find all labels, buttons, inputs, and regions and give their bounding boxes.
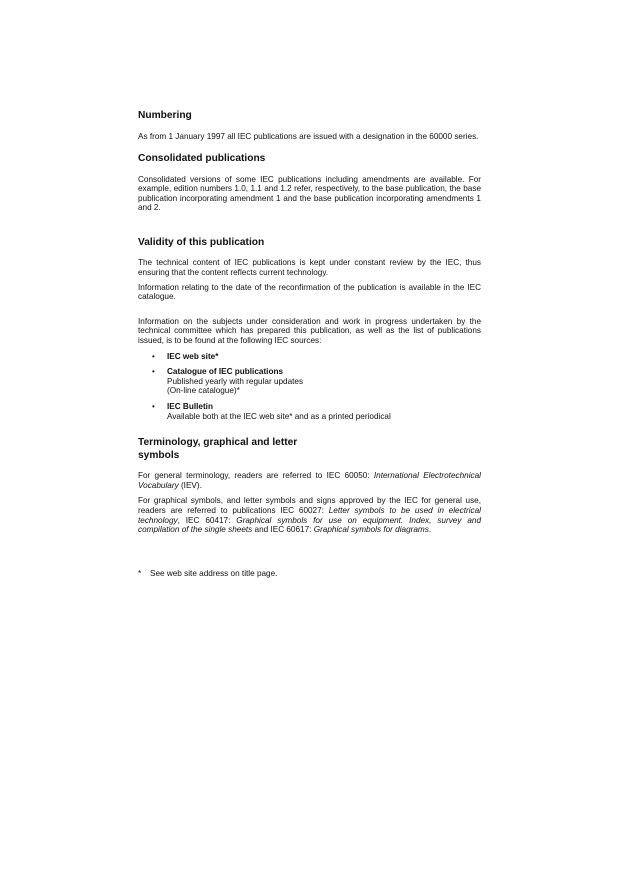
validity-heading: Validity of this publication bbox=[138, 236, 265, 248]
source-detail: Published yearly with regular updates bbox=[167, 376, 304, 386]
terminology-heading-line-1: Terminology, graphical and letter bbox=[138, 437, 298, 449]
publication-title: International Electrotechnical Vocabulary bbox=[138, 471, 481, 490]
iec-sources-list bbox=[138, 352, 481, 422]
list-item bbox=[138, 367, 481, 396]
text-run: , IEC 60417: bbox=[177, 515, 237, 525]
bullet-mark: • bbox=[152, 402, 155, 411]
source-detail: Available both at the IEC web site* and as a printed periodical bbox=[167, 411, 391, 421]
terminology-para-1 bbox=[138, 471, 481, 490]
validity-para-3: Information on the subjects under consideration and work in progress undertaken by the technical committee which has prepared this publication, as well as the list of publications issued, is to be found at the following IEC sources: bbox=[138, 316, 481, 346]
terminology-heading bbox=[138, 437, 481, 462]
source-title: Catalogue of IEC publications bbox=[167, 367, 283, 377]
source-detail: (On-line catalogue)* bbox=[167, 386, 240, 396]
text-run: and IEC 60617: bbox=[252, 525, 314, 535]
terminology-para-2 bbox=[138, 496, 481, 534]
source-title: IEC web site* bbox=[167, 351, 219, 361]
document-page bbox=[138, 110, 481, 578]
publication-title: Letter symbols to be used in electrical technology bbox=[138, 505, 481, 525]
footnote-text: See web site address on title page. bbox=[150, 568, 278, 578]
text-run: For general terminology, readers are referred to IEC 60050: bbox=[138, 471, 374, 481]
list-item bbox=[138, 352, 481, 362]
numbering-text: As from 1 January 1997 all IEC publications are issued with a designation in the 60000 series. bbox=[138, 131, 479, 141]
list-item bbox=[138, 402, 481, 421]
source-title: IEC Bulletin bbox=[167, 402, 213, 411]
bullet-mark: • bbox=[152, 351, 155, 361]
footnote bbox=[138, 569, 481, 579]
publication-title: Graphical symbols for diagrams bbox=[313, 525, 429, 535]
text-run: For graphical symbols, and letter symbols and signs approved by the IEC for general use, readers are referred to publications IEC 60027: bbox=[138, 496, 481, 515]
consolidated-text: Consolidated versions of some IEC publications including amendments are available. For example, edition numbers 1.0, 1.1 and 1.2 refer, respectively, to the base publication, the base publication incorporating amendment 1 and the base publication incorporating amendments 1 and 2. bbox=[138, 174, 481, 213]
publication-title: Graphical symbols for use on equipment. Index, survey and compilation of the single sheets bbox=[138, 515, 481, 535]
consolidated-heading: Consolidated publications bbox=[138, 153, 266, 165]
validity-para-1: The technical content of IEC publications is kept under constant review by the IEC, thus ensuring that the content reflects current technology. bbox=[138, 258, 481, 278]
validity-para-2: Information relating to the date of the reconfirmation of the publication is available in the IEC catalogue. bbox=[138, 282, 481, 302]
terminology-heading-line-2: symbols bbox=[138, 449, 180, 461]
bullet-mark: • bbox=[152, 367, 155, 377]
footnote-mark: * bbox=[138, 568, 142, 578]
text-run: . bbox=[428, 525, 432, 535]
text-run: (IEV). bbox=[178, 480, 202, 490]
numbering-heading: Numbering bbox=[138, 110, 192, 121]
